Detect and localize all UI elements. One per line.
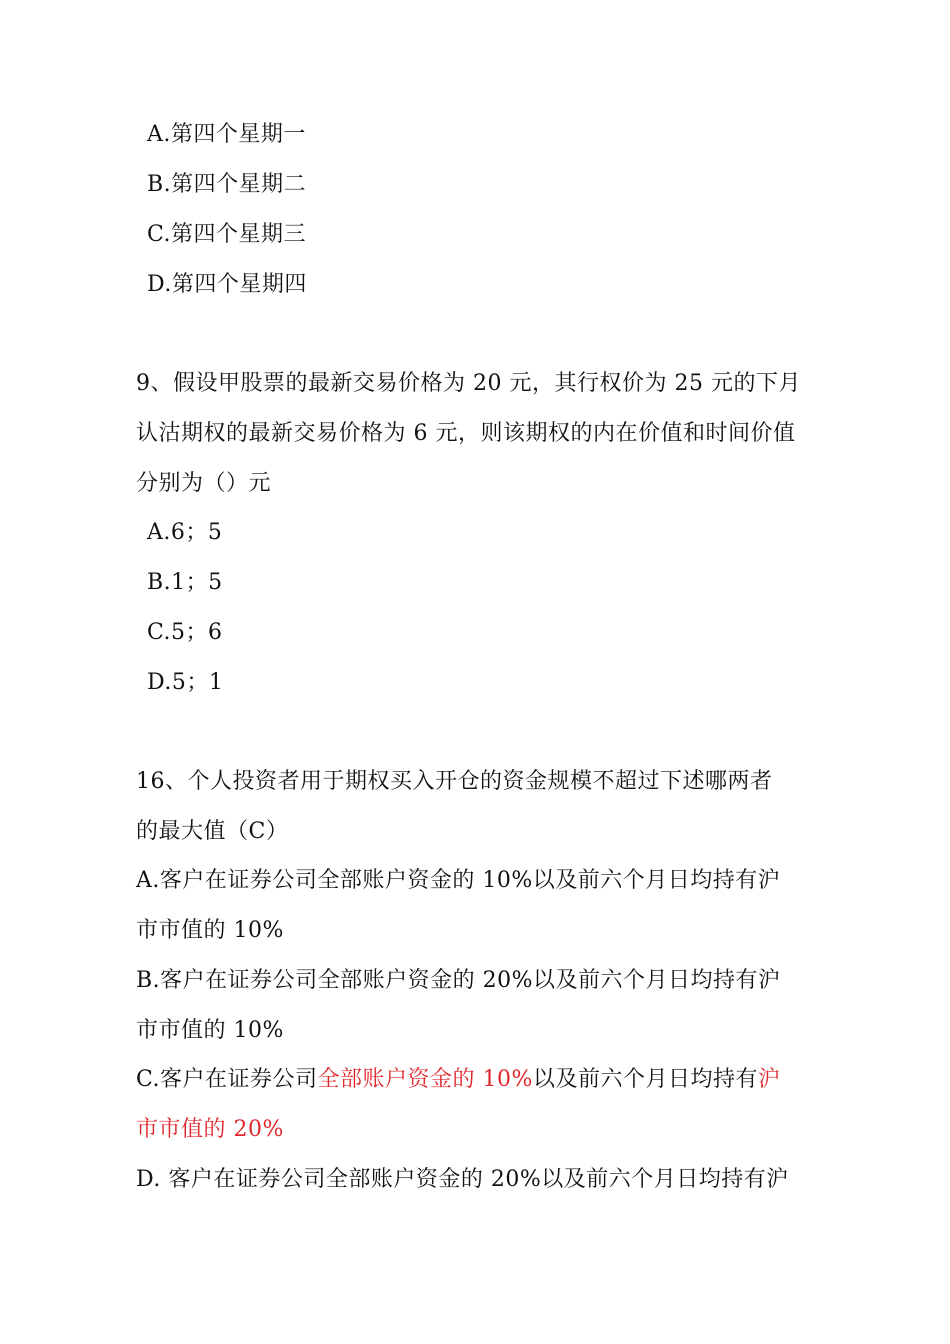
q9-stem-line-3: 分别为（）元 <box>136 471 272 496</box>
q16-option-c-highlight: 沪 <box>757 1067 781 1092</box>
q16-option-b-line-1: B.客户在证券公司全部账户资金的 20%以及前六个月日均持有沪 <box>136 968 781 993</box>
q9-option-b: B.1；5 <box>147 570 223 595</box>
q9-option-d: D.5；1 <box>147 670 224 695</box>
q16-option-c-highlight: 全部账户资金的 10% <box>317 1067 533 1092</box>
q8-option-a: A.第四个星期一 <box>147 122 306 147</box>
q8-option-c: C.第四个星期三 <box>147 222 307 247</box>
q16-stem-line-1: 16、个人投资者用于期权买入开仓的资金规模不超过下述哪两者 <box>136 769 773 794</box>
q16-option-d-line-1: D. 客户在证券公司全部账户资金的 20%以及前六个月日均持有沪 <box>136 1167 789 1192</box>
q16-option-c-text: 以及前六个月日均持有 <box>532 1067 758 1092</box>
q16-option-a-line-2: 市市值的 10% <box>136 918 284 943</box>
q16-option-c-line-2: 市市值的 20% <box>136 1117 284 1142</box>
q9-stem-line-2: 认沽期权的最新交易价格为 6 元，则该期权的内在价值和时间价值 <box>136 421 796 446</box>
q9-option-a: A.6；5 <box>147 520 223 545</box>
q16-option-a-line-1: A.客户在证券公司全部账户资金的 10%以及前六个月日均持有沪 <box>136 868 781 893</box>
q16-stem-line-2: 的最大值（C） <box>136 819 289 844</box>
q9-option-c: C.5；6 <box>147 620 223 645</box>
q8-option-b: B.第四个星期二 <box>147 172 307 197</box>
q16-option-c-text: C.客户在证券公司 <box>136 1067 318 1092</box>
q8-option-d: D.第四个星期四 <box>147 272 307 297</box>
q16-option-b-line-2: 市市值的 10% <box>136 1018 284 1043</box>
q9-stem-line-1: 9、假设甲股票的最新交易价格为 20 元，其行权价为 25 元的下月 <box>136 371 801 396</box>
q16-option-c-line-1 <box>136 1065 780 1095</box>
